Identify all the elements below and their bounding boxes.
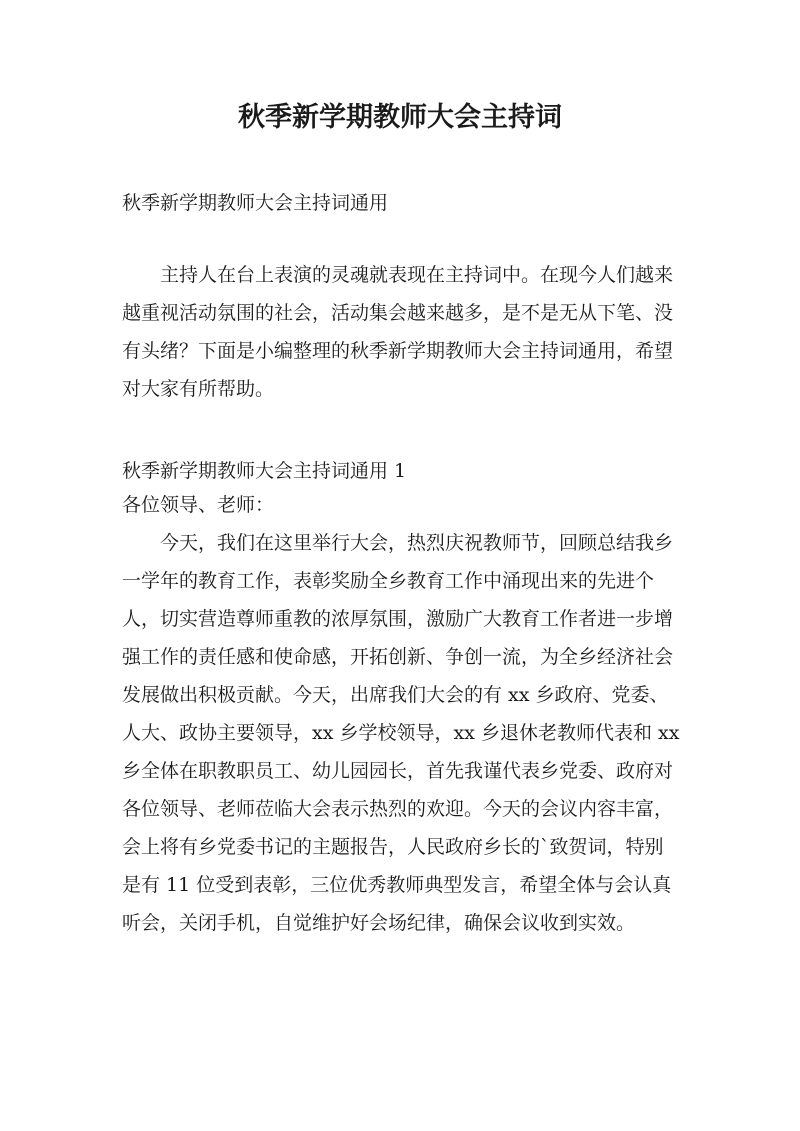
document-title: 秋季新学期教师大会主持词 — [238, 102, 562, 133]
intro-paragraph: 主持人在台上表演的灵魂就表现在主持词中。在现今人们越来越重视活动氛围的社会，活动集会越来越多，是不是无从下笔、没有头绪？下面是小编整理的秋季新学期教师大会主持词通用，希望对大家有所帮助。 — [122, 264, 674, 400]
salutation: 各位领导、老师： — [122, 494, 275, 516]
document-subtitle: 秋季新学期教师大会主持词通用 — [122, 192, 389, 214]
body-paragraph: 今天，我们在这里举行大会，热烈庆祝教师节，回顾总结我乡一学年的教育工作，表彰奖励全乡教育工作中涌现出来的先进个人，切实营造尊师重教的浓厚氛围，激励广大教育工作者进一步增强工作的责任感和使命感，开拓创新、争创一流，为全乡经济社会发展做出积极贡献。今天，出席我们大会的有 xx 乡政府、党委、人大、政协主要领导，xx 乡学校领导，xx 乡退休老教师代表和 xx 乡全体在职教职员工、幼儿园园长，首先我谨代表乡党委、政府对各位领导、老师莅临大会表示热烈的欢迎。今天的会议内容丰富，会上将有乡党委书记的主题报告，人民政府乡长的`致贺词，特别是有 11 位受到表彰，三位优秀教师典型发言，希望全体与会认真听会，关闭手机，自觉维护好会场纪律，确保会议收到实效。 — [122, 532, 680, 934]
section-heading: 秋季新学期教师大会主持词通用 1 — [122, 460, 407, 482]
